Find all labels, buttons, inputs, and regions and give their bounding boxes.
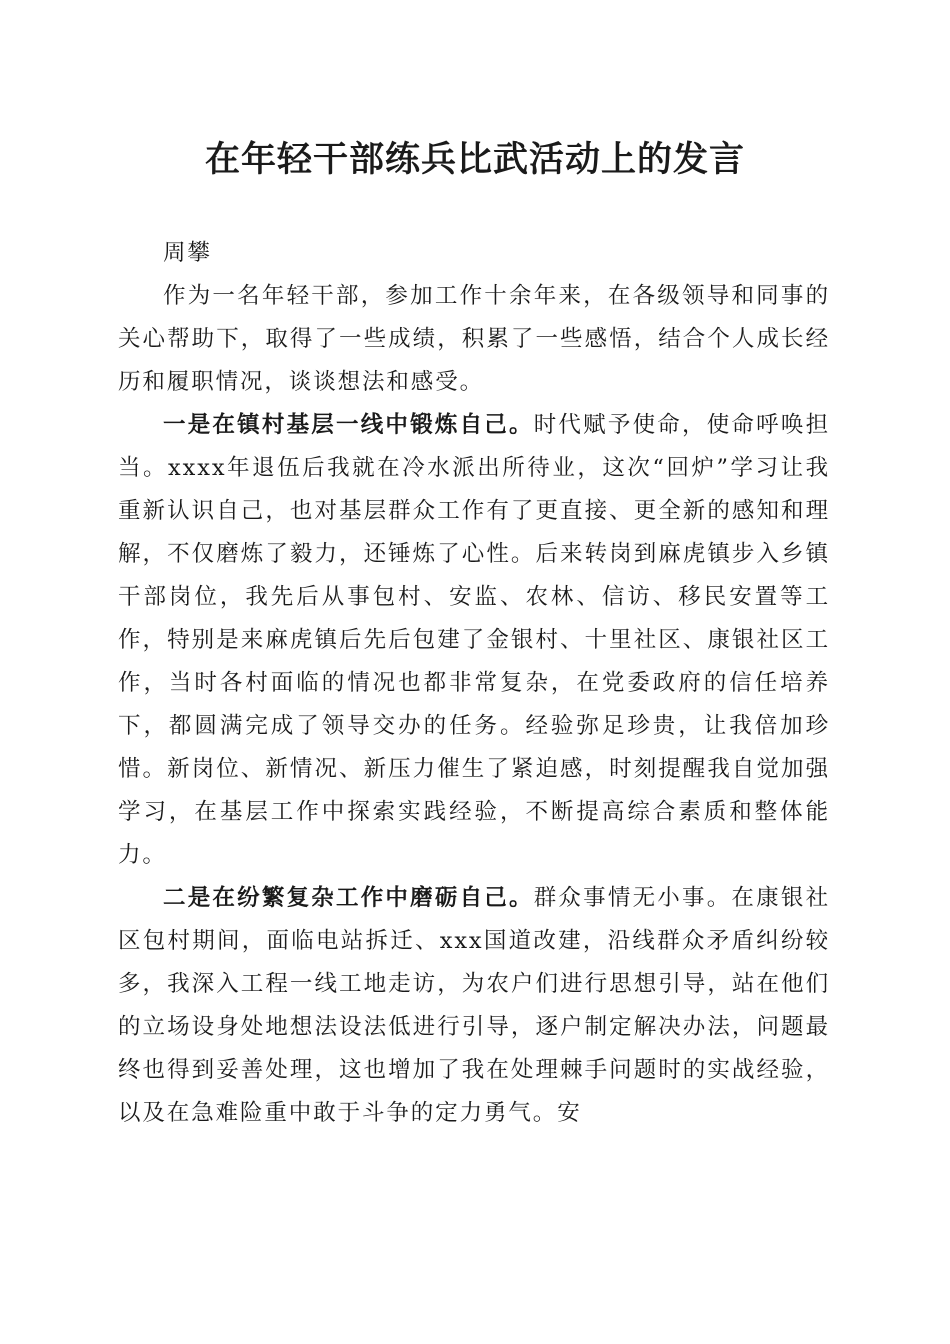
paragraph-text: 作为一名年轻干部，参加工作十余年来，在各级领导和同事的关心帮助下，取得了一些成绩，积累了一些感悟，结合个人成长经历和履职情况，谈谈想法和感受。 — [118, 283, 830, 395]
paragraph-lead: 二是在纷繁复杂工作中磨砺自己。 — [163, 885, 534, 911]
paragraph-text: 时代赋予使命，使命呼唤担当。xxxx年退伍后我就在冷水派出所待业，这次“回炉”学习让我重新认识自己，也对基层群众工作有了更直接、更全新的感知和理解，不仅磨炼了毅力，还锤炼了心性。后来转岗到麻虎镇步入乡镇干部岗位，我先后从事包村、安监、农林、信访、移民安置等工作，特别是来麻虎镇后先后包建了金银村、十里社区、康银社区工作，当时各村面临的情况也都非常复杂，在党委政府的信任培养下，都圆满完成了领导交办的任务。经验弥足珍贵，让我倍加珍惜。新岗位、新情况、新压力催生了紧迫感，时刻提醒我自觉加强学习，在基层工作中探索实践经验，不断提高综合素质和整体能力。 — [118, 412, 830, 868]
document-body — [118, 232, 830, 1135]
paragraph-point-two — [118, 877, 830, 1135]
document-title: 在年轻干部练兵比武活动上的发言 — [204, 139, 745, 180]
author-line: 周攀 — [163, 240, 212, 266]
paragraph-point-one — [118, 404, 830, 877]
paragraph-lead: 一是在镇村基层一线中锻炼自己。 — [163, 412, 534, 438]
paragraph-intro — [118, 275, 830, 404]
paragraph-text: 群众事情无小事。在康银社区包村期间，面临电站拆迁、xxx国道改建，沿线群众矛盾纠纷较多，我深入工程一线工地走访，为农户们进行思想引导，站在他们的立场设身处地想法设法低进行引导，逐户制定解决办法，问题最终也得到妥善处理，这也增加了我在处理棘手问题时的实战经验，以及在急难险重中敢于斗争的定力勇气。安 — [118, 885, 830, 1126]
